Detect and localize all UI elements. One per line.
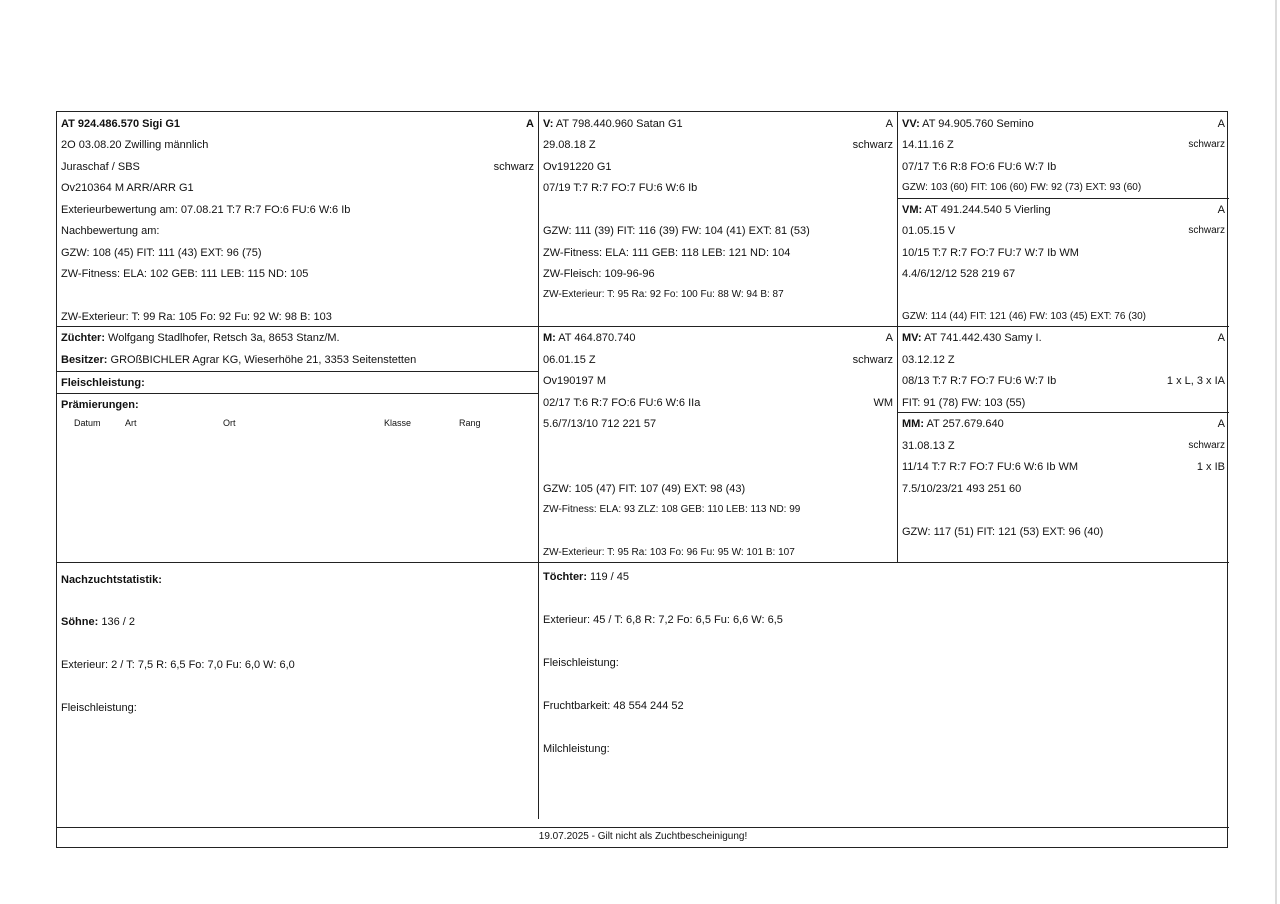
mm-grade: A bbox=[1217, 418, 1225, 430]
mm-label: MM: bbox=[902, 418, 924, 430]
mm-performance: 7.5/10/23/21 493 251 60 bbox=[902, 483, 1022, 495]
vv-birth: 14.11.16 Z bbox=[902, 139, 954, 151]
mm-color: schwarz bbox=[1188, 440, 1225, 451]
awards-col-klasse: Klasse bbox=[384, 418, 412, 428]
awards-title: Prämierungen: bbox=[61, 399, 139, 411]
awards-section bbox=[57, 393, 538, 562]
vv-exterior: 07/17 T:6 R:8 FO:6 FU:6 W:7 Ib bbox=[902, 161, 1057, 173]
dam-exterior-row bbox=[543, 396, 893, 410]
animal-zw-exterieur: ZW-Exterieur: T: 99 Ra: 105 Fo: 92 Fu: 92 W: 98 B: 103 bbox=[61, 311, 332, 323]
sire-zw-exterieur: ZW-Exterieur: T: 95 Ra: 92 Fo: 100 Fu: 88 W: 94 B: 87 bbox=[543, 289, 784, 300]
sire-grade: A bbox=[885, 118, 893, 130]
dam-genotype: Ov190197 M bbox=[543, 375, 606, 387]
dam-grade: A bbox=[885, 332, 893, 344]
dam-dam-cell bbox=[897, 412, 1229, 562]
vv-label: VV: bbox=[902, 118, 920, 130]
vv-birth-row bbox=[902, 138, 1225, 152]
sons-row bbox=[61, 615, 534, 629]
owner-value: GROßBICHLER Agrar KG, Wieserhöhe 21, 3353 Seitenstetten bbox=[107, 354, 417, 366]
sire-birth: 29.08.18 Z bbox=[543, 139, 596, 151]
meat-performance-row bbox=[57, 371, 538, 393]
sire-sire-cell bbox=[897, 112, 1229, 198]
mv-id-row bbox=[902, 331, 1225, 345]
vm-grade: A bbox=[1217, 204, 1225, 216]
dam-color: schwarz bbox=[852, 354, 893, 366]
vm-gzw: GZW: 114 (44) FIT: 121 (46) FW: 103 (45) EXT: 76 (30) bbox=[902, 311, 1146, 322]
dam-label: M: bbox=[543, 332, 556, 344]
mv-grade: A bbox=[1217, 332, 1225, 344]
sire-id: AT 798.440.960 Satan G1 bbox=[553, 118, 683, 130]
animal-cell bbox=[57, 112, 538, 326]
pedigree-sheet bbox=[56, 111, 1228, 848]
owner-row bbox=[61, 353, 534, 367]
meat-performance-label: Fleischleistung: bbox=[61, 377, 145, 389]
vm-id: AT 491.244.540 5 Vierling bbox=[922, 204, 1051, 216]
sire-color: schwarz bbox=[852, 139, 893, 151]
dam-wm: WM bbox=[873, 397, 893, 409]
mm-birth: 31.08.13 Z bbox=[902, 440, 955, 452]
mv-id: AT 741.442.430 Samy I. bbox=[921, 332, 1042, 344]
animal-color: schwarz bbox=[493, 161, 534, 173]
mv-fitness: FIT: 91 (78) FW: 103 (55) bbox=[902, 397, 1026, 409]
awards-col-rang: Rang bbox=[459, 418, 481, 428]
awards-col-ort: Ort bbox=[223, 418, 236, 428]
mm-exterior: 11/14 T:7 R:7 FO:7 FU:6 W:6 Ib WM bbox=[902, 461, 1079, 473]
sire-fleisch: ZW-Fleisch: 109-96-96 bbox=[543, 268, 655, 280]
dam-exterior: 02/17 T:6 R:7 FO:6 FU:6 W:6 IIa bbox=[543, 397, 701, 409]
mv-awards: 1 x L, 3 x IA bbox=[1166, 375, 1225, 387]
breeder-cell bbox=[57, 326, 538, 562]
dam-performance: 5.6/7/13/10 712 221 57 bbox=[543, 418, 657, 430]
daughters-exterior: Exterieur: 45 / T: 6,8 R: 7,2 Fo: 6,5 Fu: 6,6 W: 6,5 bbox=[543, 614, 783, 626]
dam-cell bbox=[538, 326, 897, 562]
vm-label: VM: bbox=[902, 204, 923, 216]
sire-dam-cell bbox=[897, 198, 1229, 326]
animal-id-row bbox=[61, 117, 534, 131]
vv-grade: A bbox=[1217, 118, 1225, 130]
mv-exterior-row bbox=[902, 374, 1225, 388]
daughters-milk-performance: Milchleistung: bbox=[543, 743, 610, 755]
mv-birth: 03.12.12 Z bbox=[902, 354, 955, 366]
daughters-row bbox=[543, 570, 1225, 584]
awards-header bbox=[57, 417, 538, 429]
vm-birth: 01.05.15 V bbox=[902, 225, 956, 237]
sire-fitness: ZW-Fitness: ELA: 111 GEB: 118 LEB: 121 ND: 104 bbox=[543, 247, 791, 259]
daughters-label: Töchter: bbox=[543, 571, 587, 583]
animal-fitness: ZW-Fitness: ELA: 102 GEB: 111 LEB: 115 ND: 105 bbox=[61, 268, 309, 280]
footer-disclaimer: 19.07.2025 - Gilt nicht als Zuchtbescheinigung! bbox=[538, 831, 748, 842]
animal-genotype: Ov210364 M ARR/ARR G1 bbox=[61, 182, 194, 194]
offspring-stats-title: Nachzuchtstatistik: bbox=[61, 574, 162, 586]
vm-color: schwarz bbox=[1188, 225, 1225, 236]
animal-exterior: Exterieurbewertung am: 07.08.21 T:7 R:7 FO:6 FU:6 W:6 Ib bbox=[61, 204, 351, 216]
sire-cell bbox=[538, 112, 897, 326]
sire-label: V: bbox=[543, 118, 554, 130]
mm-birth-row bbox=[902, 439, 1225, 453]
sire-gzw: GZW: 111 (39) FIT: 116 (39) FW: 104 (41) EXT: 81 (53) bbox=[543, 225, 810, 237]
mm-awards: 1 x IB bbox=[1196, 461, 1225, 473]
dam-zw-exterieur: ZW-Exterieur: T: 95 Ra: 103 Fo: 96 Fu: 95 W: 101 B: 107 bbox=[543, 547, 795, 558]
animal-breed-row bbox=[61, 160, 534, 174]
dam-gzw: GZW: 105 (47) FIT: 107 (49) EXT: 98 (43) bbox=[543, 483, 746, 495]
breeder-row bbox=[61, 331, 534, 345]
mm-exterior-row bbox=[902, 460, 1225, 474]
awards-col-art: Art bbox=[125, 418, 137, 428]
dam-birth: 06.01.15 Z bbox=[543, 354, 596, 366]
animal-nachbewertung: Nachbewertung am: bbox=[61, 225, 160, 237]
animal-birth: 2O 03.08.20 Zwilling männlich bbox=[61, 139, 209, 151]
mv-label: MV: bbox=[902, 332, 922, 344]
mm-id: AT 257.679.640 bbox=[924, 418, 1004, 430]
daughters-meat-performance: Fleischleistung: bbox=[543, 657, 619, 669]
daughters-cell bbox=[538, 562, 1229, 819]
owner-label: Besitzer: bbox=[61, 354, 108, 366]
vm-birth-row bbox=[902, 224, 1225, 238]
sire-exterior: 07/19 T:7 R:7 FO:7 FU:6 W:6 Ib bbox=[543, 182, 698, 194]
breeder-value: Wolfgang Stadlhofer, Retsch 3a, 8653 Stanz/M. bbox=[105, 332, 340, 344]
mv-exterior: 08/13 T:7 R:7 FO:7 FU:6 W:7 Ib bbox=[902, 375, 1057, 387]
awards-col-datum: Datum bbox=[74, 418, 101, 428]
dam-id-row bbox=[543, 331, 893, 345]
vv-id-row bbox=[902, 117, 1225, 131]
vm-exterior: 10/15 T:7 R:7 FO:7 FU:7 W:7 Ib WM bbox=[902, 247, 1079, 259]
daughters-fertility: Fruchtbarkeit: 48 554 244 52 bbox=[543, 700, 684, 712]
sire-birth-row bbox=[543, 138, 893, 152]
offspring-stats-cell bbox=[57, 562, 538, 819]
vm-performance: 4.4/6/12/12 528 219 67 bbox=[902, 268, 1016, 280]
dam-sire-cell bbox=[897, 326, 1229, 412]
vv-color: schwarz bbox=[1188, 139, 1225, 150]
dam-id: AT 464.870.740 bbox=[555, 332, 636, 344]
animal-id: AT 924.486.570 Sigi G1 bbox=[61, 118, 181, 130]
breeder-label: Züchter: bbox=[61, 332, 105, 344]
sons-value: 136 / 2 bbox=[98, 616, 135, 628]
vv-id: AT 94.905.760 Semino bbox=[919, 118, 1034, 130]
sons-meat-performance: Fleischleistung: bbox=[61, 702, 137, 714]
daughters-value: 119 / 45 bbox=[587, 571, 629, 583]
dam-fitness: ZW-Fitness: ELA: 93 ZLZ: 108 GEB: 110 LEB: 113 ND: 99 bbox=[543, 504, 801, 515]
sire-genotype: Ov191220 G1 bbox=[543, 161, 612, 173]
sons-exterior: Exterieur: 2 / T: 7,5 R: 6,5 Fo: 7,0 Fu: 6,0 W: 6,0 bbox=[61, 659, 295, 671]
animal-grade: A bbox=[526, 118, 534, 130]
dam-birth-row bbox=[543, 353, 893, 367]
vm-id-row bbox=[902, 203, 1225, 217]
animal-breed: Juraschaf / SBS bbox=[61, 161, 140, 173]
mm-id-row bbox=[902, 417, 1225, 431]
sons-label: Söhne: bbox=[61, 616, 99, 628]
page-edge bbox=[1275, 0, 1277, 904]
footer-row bbox=[57, 827, 1229, 847]
vv-gzw: GZW: 103 (60) FIT: 106 (60) FW: 92 (73) EXT: 93 (60) bbox=[902, 182, 1142, 193]
animal-gzw: GZW: 108 (45) FIT: 111 (43) EXT: 96 (75) bbox=[61, 247, 262, 259]
mm-gzw: GZW: 117 (51) FIT: 121 (53) EXT: 96 (40) bbox=[902, 526, 1104, 538]
sire-id-row bbox=[543, 117, 893, 131]
